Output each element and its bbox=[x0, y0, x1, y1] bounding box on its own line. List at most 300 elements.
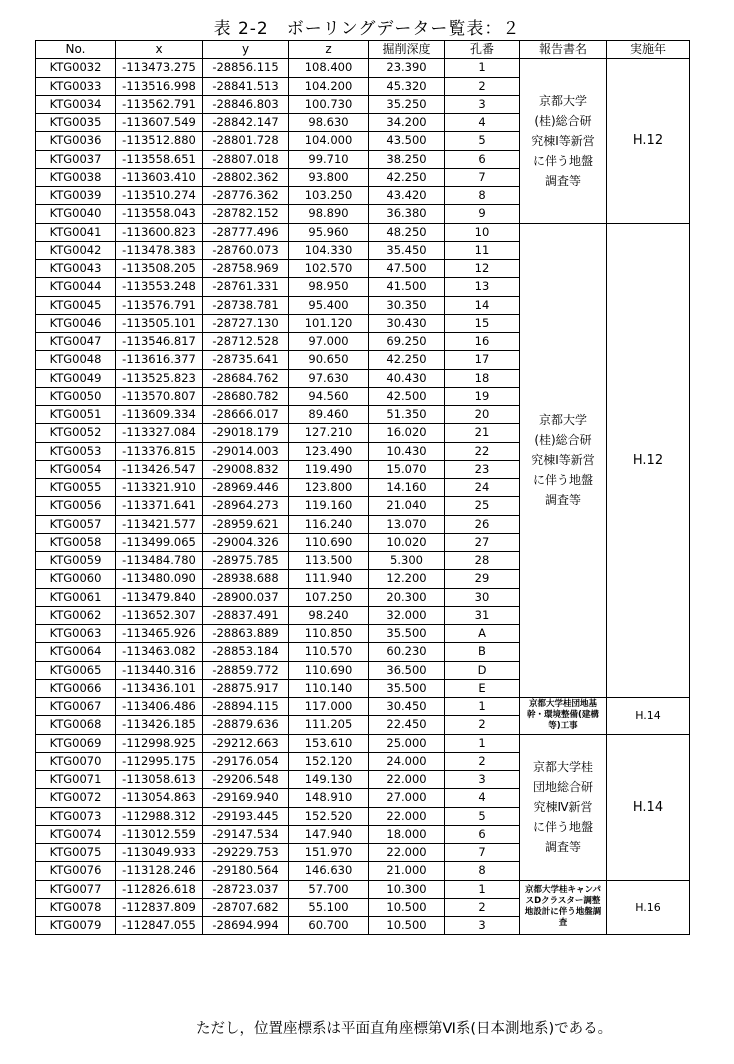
cell-y: -29004.326 bbox=[203, 533, 289, 551]
cell-x: -113616.377 bbox=[116, 351, 203, 369]
cell-x: -113406.486 bbox=[116, 698, 203, 716]
cell-z: 98.240 bbox=[289, 606, 369, 624]
cell-hole: E bbox=[445, 679, 520, 697]
cell-no: KTG0041 bbox=[36, 223, 116, 241]
cell-x: -113508.205 bbox=[116, 260, 203, 278]
cell-no: KTG0044 bbox=[36, 278, 116, 296]
cell-depth: 60.230 bbox=[369, 643, 445, 661]
cell-hole: 1 bbox=[445, 734, 520, 752]
cell-depth: 21.040 bbox=[369, 497, 445, 515]
cell-z: 103.250 bbox=[289, 187, 369, 205]
cell-depth: 25.000 bbox=[369, 734, 445, 752]
cell-no: KTG0076 bbox=[36, 862, 116, 880]
cell-z: 151.970 bbox=[289, 844, 369, 862]
cell-z: 94.560 bbox=[289, 387, 369, 405]
header-col-no: No. bbox=[36, 41, 116, 59]
report-name-cell: 京都大学桂団地総合研究棟Ⅳ新営に伴う地盤調査等 bbox=[520, 734, 607, 880]
cell-z: 111.940 bbox=[289, 570, 369, 588]
cell-y: -29229.753 bbox=[203, 844, 289, 862]
cell-x: -113512.880 bbox=[116, 132, 203, 150]
cell-z: 107.250 bbox=[289, 588, 369, 606]
cell-depth: 35.250 bbox=[369, 95, 445, 113]
cell-no: KTG0036 bbox=[36, 132, 116, 150]
cell-y: -28841.513 bbox=[203, 77, 289, 95]
cell-no: KTG0068 bbox=[36, 716, 116, 734]
cell-hole: 5 bbox=[445, 807, 520, 825]
cell-hole: 16 bbox=[445, 333, 520, 351]
cell-z: 95.400 bbox=[289, 296, 369, 314]
cell-y: -28684.762 bbox=[203, 369, 289, 387]
cell-depth: 30.430 bbox=[369, 314, 445, 332]
cell-hole: 3 bbox=[445, 917, 520, 935]
cell-y: -28760.073 bbox=[203, 241, 289, 259]
cell-x: -113478.383 bbox=[116, 241, 203, 259]
cell-x: -113607.549 bbox=[116, 114, 203, 132]
report-name-cell: 京都大学桂団地基幹・環境整備(建構等)工事 bbox=[520, 698, 607, 735]
cell-y: -29169.940 bbox=[203, 789, 289, 807]
cell-hole: 29 bbox=[445, 570, 520, 588]
cell-depth: 36.380 bbox=[369, 205, 445, 223]
report-name-cell: 京都大学桂キャンパスDクラスター調整地設計に伴う地盤調査 bbox=[520, 880, 607, 935]
cell-hole: 11 bbox=[445, 241, 520, 259]
cell-y: -28842.147 bbox=[203, 114, 289, 132]
cell-depth: 10.500 bbox=[369, 898, 445, 916]
year-cell: H.14 bbox=[607, 698, 690, 735]
cell-z: 90.650 bbox=[289, 351, 369, 369]
cell-no: KTG0049 bbox=[36, 369, 116, 387]
cell-depth: 47.500 bbox=[369, 260, 445, 278]
cell-no: KTG0074 bbox=[36, 825, 116, 843]
cell-y: -28680.782 bbox=[203, 387, 289, 405]
cell-no: KTG0053 bbox=[36, 442, 116, 460]
cell-no: KTG0037 bbox=[36, 150, 116, 168]
cell-x: -112995.175 bbox=[116, 752, 203, 770]
cell-depth: 22.000 bbox=[369, 771, 445, 789]
cell-y: -28959.621 bbox=[203, 515, 289, 533]
cell-depth: 36.500 bbox=[369, 661, 445, 679]
table-body bbox=[36, 59, 690, 935]
cell-y: -29206.548 bbox=[203, 771, 289, 789]
cell-x: -113652.307 bbox=[116, 606, 203, 624]
cell-depth: 35.500 bbox=[369, 625, 445, 643]
cell-y: -28801.728 bbox=[203, 132, 289, 150]
cell-depth: 30.350 bbox=[369, 296, 445, 314]
cell-depth: 10.430 bbox=[369, 442, 445, 460]
cell-x: -113510.274 bbox=[116, 187, 203, 205]
cell-no: KTG0070 bbox=[36, 752, 116, 770]
cell-depth: 14.160 bbox=[369, 479, 445, 497]
cell-hole: 9 bbox=[445, 205, 520, 223]
cell-hole: A bbox=[445, 625, 520, 643]
cell-y: -28761.331 bbox=[203, 278, 289, 296]
cell-no: KTG0043 bbox=[36, 260, 116, 278]
cell-hole: 3 bbox=[445, 771, 520, 789]
cell-depth: 32.000 bbox=[369, 606, 445, 624]
table-row bbox=[36, 734, 690, 752]
cell-hole: 1 bbox=[445, 880, 520, 898]
cell-y: -28666.017 bbox=[203, 406, 289, 424]
cell-x: -113553.248 bbox=[116, 278, 203, 296]
cell-hole: D bbox=[445, 661, 520, 679]
cell-z: 102.570 bbox=[289, 260, 369, 278]
cell-z: 149.130 bbox=[289, 771, 369, 789]
cell-no: KTG0058 bbox=[36, 533, 116, 551]
cell-hole: 17 bbox=[445, 351, 520, 369]
cell-z: 100.730 bbox=[289, 95, 369, 113]
cell-hole: 26 bbox=[445, 515, 520, 533]
cell-hole: 1 bbox=[445, 698, 520, 716]
cell-no: KTG0067 bbox=[36, 698, 116, 716]
cell-z: 119.490 bbox=[289, 460, 369, 478]
cell-depth: 40.430 bbox=[369, 369, 445, 387]
cell-hole: 27 bbox=[445, 533, 520, 551]
cell-hole: 4 bbox=[445, 114, 520, 132]
cell-x: -113321.910 bbox=[116, 479, 203, 497]
footnote: ただし，位置座標系は平面直角座標第Ⅵ系(日本測地系)である。 bbox=[196, 1021, 613, 1037]
cell-no: KTG0071 bbox=[36, 771, 116, 789]
cell-no: KTG0032 bbox=[36, 59, 116, 77]
cell-hole: 6 bbox=[445, 825, 520, 843]
cell-no: KTG0045 bbox=[36, 296, 116, 314]
cell-x: -113516.998 bbox=[116, 77, 203, 95]
cell-hole: B bbox=[445, 643, 520, 661]
cell-no: KTG0066 bbox=[36, 679, 116, 697]
cell-hole: 2 bbox=[445, 77, 520, 95]
cell-hole: 24 bbox=[445, 479, 520, 497]
cell-hole: 8 bbox=[445, 862, 520, 880]
header-col-depth: 掘削深度 bbox=[369, 41, 445, 59]
cell-no: KTG0061 bbox=[36, 588, 116, 606]
cell-no: KTG0079 bbox=[36, 917, 116, 935]
cell-depth: 27.000 bbox=[369, 789, 445, 807]
cell-no: KTG0051 bbox=[36, 406, 116, 424]
cell-depth: 35.500 bbox=[369, 679, 445, 697]
year-cell: H.16 bbox=[607, 880, 690, 935]
cell-depth: 10.300 bbox=[369, 880, 445, 898]
cell-depth: 15.070 bbox=[369, 460, 445, 478]
cell-depth: 10.020 bbox=[369, 533, 445, 551]
cell-y: -28776.362 bbox=[203, 187, 289, 205]
header-col-hole: 孔番 bbox=[445, 41, 520, 59]
cell-hole: 18 bbox=[445, 369, 520, 387]
cell-no: KTG0040 bbox=[36, 205, 116, 223]
cell-hole: 21 bbox=[445, 424, 520, 442]
cell-y: -28938.688 bbox=[203, 570, 289, 588]
cell-x: -113562.791 bbox=[116, 95, 203, 113]
cell-x: -113558.043 bbox=[116, 205, 203, 223]
cell-z: 110.850 bbox=[289, 625, 369, 643]
cell-depth: 42.250 bbox=[369, 168, 445, 186]
cell-no: KTG0038 bbox=[36, 168, 116, 186]
cell-z: 104.200 bbox=[289, 77, 369, 95]
boring-data-table bbox=[35, 40, 690, 935]
cell-x: -113012.559 bbox=[116, 825, 203, 843]
cell-x: -112988.312 bbox=[116, 807, 203, 825]
cell-no: KTG0069 bbox=[36, 734, 116, 752]
cell-x: -113426.185 bbox=[116, 716, 203, 734]
cell-no: KTG0075 bbox=[36, 844, 116, 862]
cell-no: KTG0065 bbox=[36, 661, 116, 679]
cell-hole: 31 bbox=[445, 606, 520, 624]
cell-depth: 24.000 bbox=[369, 752, 445, 770]
cell-no: KTG0039 bbox=[36, 187, 116, 205]
cell-x: -113603.410 bbox=[116, 168, 203, 186]
page-title: 表 2-2 ボーリングデーター覧表：２ bbox=[213, 19, 521, 39]
cell-no: KTG0073 bbox=[36, 807, 116, 825]
cell-depth: 38.250 bbox=[369, 150, 445, 168]
cell-z: 123.490 bbox=[289, 442, 369, 460]
cell-x: -113570.807 bbox=[116, 387, 203, 405]
cell-x: -113436.101 bbox=[116, 679, 203, 697]
cell-no: KTG0047 bbox=[36, 333, 116, 351]
cell-x: -113484.780 bbox=[116, 552, 203, 570]
cell-x: -113609.334 bbox=[116, 406, 203, 424]
cell-y: -29180.564 bbox=[203, 862, 289, 880]
cell-depth: 69.250 bbox=[369, 333, 445, 351]
cell-x: -112837.809 bbox=[116, 898, 203, 916]
cell-y: -28879.636 bbox=[203, 716, 289, 734]
cell-hole: 10 bbox=[445, 223, 520, 241]
cell-hole: 15 bbox=[445, 314, 520, 332]
header-col-y: y bbox=[203, 41, 289, 59]
cell-y: -28900.037 bbox=[203, 588, 289, 606]
cell-y: -28735.641 bbox=[203, 351, 289, 369]
cell-z: 116.240 bbox=[289, 515, 369, 533]
cell-x: -113499.065 bbox=[116, 533, 203, 551]
header-col-year: 実施年 bbox=[607, 41, 690, 59]
cell-y: -28694.994 bbox=[203, 917, 289, 935]
cell-hole: 8 bbox=[445, 187, 520, 205]
cell-hole: 19 bbox=[445, 387, 520, 405]
cell-x: -113426.547 bbox=[116, 460, 203, 478]
cell-depth: 30.450 bbox=[369, 698, 445, 716]
cell-x: -112826.618 bbox=[116, 880, 203, 898]
year-cell: H.12 bbox=[607, 223, 690, 698]
cell-y: -28807.018 bbox=[203, 150, 289, 168]
cell-no: KTG0056 bbox=[36, 497, 116, 515]
cell-no: KTG0048 bbox=[36, 351, 116, 369]
table-row bbox=[36, 880, 690, 898]
cell-y: -28975.785 bbox=[203, 552, 289, 570]
cell-x: -113371.641 bbox=[116, 497, 203, 515]
table-row bbox=[36, 59, 690, 77]
header-col-z: z bbox=[289, 41, 369, 59]
cell-y: -28758.969 bbox=[203, 260, 289, 278]
cell-z: 98.890 bbox=[289, 205, 369, 223]
cell-y: -28707.682 bbox=[203, 898, 289, 916]
cell-depth: 12.200 bbox=[369, 570, 445, 588]
cell-no: KTG0078 bbox=[36, 898, 116, 916]
cell-y: -29018.179 bbox=[203, 424, 289, 442]
cell-depth: 35.450 bbox=[369, 241, 445, 259]
cell-x: -113558.651 bbox=[116, 150, 203, 168]
cell-z: 55.100 bbox=[289, 898, 369, 916]
cell-no: KTG0042 bbox=[36, 241, 116, 259]
cell-z: 89.460 bbox=[289, 406, 369, 424]
cell-depth: 34.200 bbox=[369, 114, 445, 132]
cell-z: 98.630 bbox=[289, 114, 369, 132]
cell-x: -113049.933 bbox=[116, 844, 203, 862]
cell-hole: 12 bbox=[445, 260, 520, 278]
cell-z: 110.140 bbox=[289, 679, 369, 697]
cell-depth: 22.000 bbox=[369, 844, 445, 862]
cell-hole: 6 bbox=[445, 150, 520, 168]
cell-hole: 22 bbox=[445, 442, 520, 460]
cell-x: -113376.815 bbox=[116, 442, 203, 460]
cell-z: 110.690 bbox=[289, 533, 369, 551]
report-name-cell: 京都大学(桂)総合研究棟Ⅰ等新営に伴う地盤調査等 bbox=[520, 223, 607, 698]
cell-no: KTG0063 bbox=[36, 625, 116, 643]
cell-no: KTG0057 bbox=[36, 515, 116, 533]
cell-depth: 41.500 bbox=[369, 278, 445, 296]
cell-y: -28777.496 bbox=[203, 223, 289, 241]
cell-no: KTG0060 bbox=[36, 570, 116, 588]
cell-y: -28738.781 bbox=[203, 296, 289, 314]
cell-y: -28712.528 bbox=[203, 333, 289, 351]
cell-no: KTG0064 bbox=[36, 643, 116, 661]
year-cell: H.14 bbox=[607, 734, 690, 880]
cell-depth: 42.250 bbox=[369, 351, 445, 369]
cell-depth: 42.500 bbox=[369, 387, 445, 405]
cell-depth: 48.250 bbox=[369, 223, 445, 241]
cell-y: -28969.446 bbox=[203, 479, 289, 497]
cell-x: -113128.246 bbox=[116, 862, 203, 880]
cell-depth: 45.320 bbox=[369, 77, 445, 95]
cell-y: -29193.445 bbox=[203, 807, 289, 825]
cell-x: -112998.925 bbox=[116, 734, 203, 752]
cell-z: 152.120 bbox=[289, 752, 369, 770]
cell-y: -28894.115 bbox=[203, 698, 289, 716]
cell-x: -113421.577 bbox=[116, 515, 203, 533]
cell-z: 104.000 bbox=[289, 132, 369, 150]
table-row bbox=[36, 698, 690, 716]
cell-y: -28856.115 bbox=[203, 59, 289, 77]
cell-z: 110.690 bbox=[289, 661, 369, 679]
cell-depth: 5.300 bbox=[369, 552, 445, 570]
cell-hole: 2 bbox=[445, 716, 520, 734]
cell-hole: 2 bbox=[445, 752, 520, 770]
cell-z: 111.205 bbox=[289, 716, 369, 734]
cell-hole: 7 bbox=[445, 168, 520, 186]
cell-hole: 28 bbox=[445, 552, 520, 570]
cell-no: KTG0034 bbox=[36, 95, 116, 113]
cell-x: -113465.926 bbox=[116, 625, 203, 643]
cell-y: -29008.832 bbox=[203, 460, 289, 478]
cell-z: 153.610 bbox=[289, 734, 369, 752]
cell-z: 117.000 bbox=[289, 698, 369, 716]
cell-no: KTG0052 bbox=[36, 424, 116, 442]
cell-y: -28802.362 bbox=[203, 168, 289, 186]
cell-x: -113525.823 bbox=[116, 369, 203, 387]
cell-depth: 43.500 bbox=[369, 132, 445, 150]
cell-depth: 10.500 bbox=[369, 917, 445, 935]
cell-y: -28863.889 bbox=[203, 625, 289, 643]
cell-y: -28727.130 bbox=[203, 314, 289, 332]
cell-x: -113480.090 bbox=[116, 570, 203, 588]
cell-z: 110.570 bbox=[289, 643, 369, 661]
cell-no: KTG0077 bbox=[36, 880, 116, 898]
cell-x: -113463.082 bbox=[116, 643, 203, 661]
cell-hole: 13 bbox=[445, 278, 520, 296]
cell-z: 101.120 bbox=[289, 314, 369, 332]
cell-y: -28964.273 bbox=[203, 497, 289, 515]
cell-no: KTG0035 bbox=[36, 114, 116, 132]
cell-x: -113327.084 bbox=[116, 424, 203, 442]
cell-depth: 16.020 bbox=[369, 424, 445, 442]
cell-hole: 7 bbox=[445, 844, 520, 862]
cell-z: 113.500 bbox=[289, 552, 369, 570]
cell-x: -113600.823 bbox=[116, 223, 203, 241]
cell-z: 123.800 bbox=[289, 479, 369, 497]
cell-y: -29176.054 bbox=[203, 752, 289, 770]
cell-z: 93.800 bbox=[289, 168, 369, 186]
cell-z: 97.000 bbox=[289, 333, 369, 351]
cell-x: -113479.840 bbox=[116, 588, 203, 606]
cell-no: KTG0054 bbox=[36, 460, 116, 478]
cell-z: 104.330 bbox=[289, 241, 369, 259]
cell-depth: 51.350 bbox=[369, 406, 445, 424]
cell-z: 97.630 bbox=[289, 369, 369, 387]
cell-hole: 5 bbox=[445, 132, 520, 150]
cell-y: -28846.803 bbox=[203, 95, 289, 113]
cell-depth: 22.000 bbox=[369, 807, 445, 825]
cell-x: -113440.316 bbox=[116, 661, 203, 679]
cell-no: KTG0062 bbox=[36, 606, 116, 624]
cell-no: KTG0072 bbox=[36, 789, 116, 807]
cell-hole: 23 bbox=[445, 460, 520, 478]
cell-x: -113505.101 bbox=[116, 314, 203, 332]
cell-y: -29147.534 bbox=[203, 825, 289, 843]
cell-hole: 14 bbox=[445, 296, 520, 314]
cell-y: -28837.491 bbox=[203, 606, 289, 624]
cell-z: 95.960 bbox=[289, 223, 369, 241]
cell-z: 119.160 bbox=[289, 497, 369, 515]
cell-z: 60.700 bbox=[289, 917, 369, 935]
cell-no: KTG0033 bbox=[36, 77, 116, 95]
cell-hole: 30 bbox=[445, 588, 520, 606]
cell-y: -29014.003 bbox=[203, 442, 289, 460]
cell-z: 57.700 bbox=[289, 880, 369, 898]
year-cell: H.12 bbox=[607, 59, 690, 223]
cell-y: -29212.663 bbox=[203, 734, 289, 752]
cell-x: -113546.817 bbox=[116, 333, 203, 351]
cell-depth: 43.420 bbox=[369, 187, 445, 205]
cell-hole: 2 bbox=[445, 898, 520, 916]
cell-depth: 20.300 bbox=[369, 588, 445, 606]
boring-data-table-container bbox=[35, 40, 690, 935]
table-row bbox=[36, 223, 690, 241]
cell-hole: 25 bbox=[445, 497, 520, 515]
cell-x: -113473.275 bbox=[116, 59, 203, 77]
header-col-report: 報告書名 bbox=[520, 41, 607, 59]
cell-no: KTG0046 bbox=[36, 314, 116, 332]
cell-depth: 23.390 bbox=[369, 59, 445, 77]
cell-z: 108.400 bbox=[289, 59, 369, 77]
table-header-row bbox=[36, 41, 690, 59]
cell-hole: 20 bbox=[445, 406, 520, 424]
cell-hole: 4 bbox=[445, 789, 520, 807]
cell-y: -28723.037 bbox=[203, 880, 289, 898]
cell-depth: 18.000 bbox=[369, 825, 445, 843]
cell-x: -113576.791 bbox=[116, 296, 203, 314]
cell-y: -28875.917 bbox=[203, 679, 289, 697]
header-col-x: x bbox=[116, 41, 203, 59]
cell-z: 147.940 bbox=[289, 825, 369, 843]
cell-x: -112847.055 bbox=[116, 917, 203, 935]
cell-hole: 3 bbox=[445, 95, 520, 113]
cell-depth: 13.070 bbox=[369, 515, 445, 533]
cell-y: -28859.772 bbox=[203, 661, 289, 679]
